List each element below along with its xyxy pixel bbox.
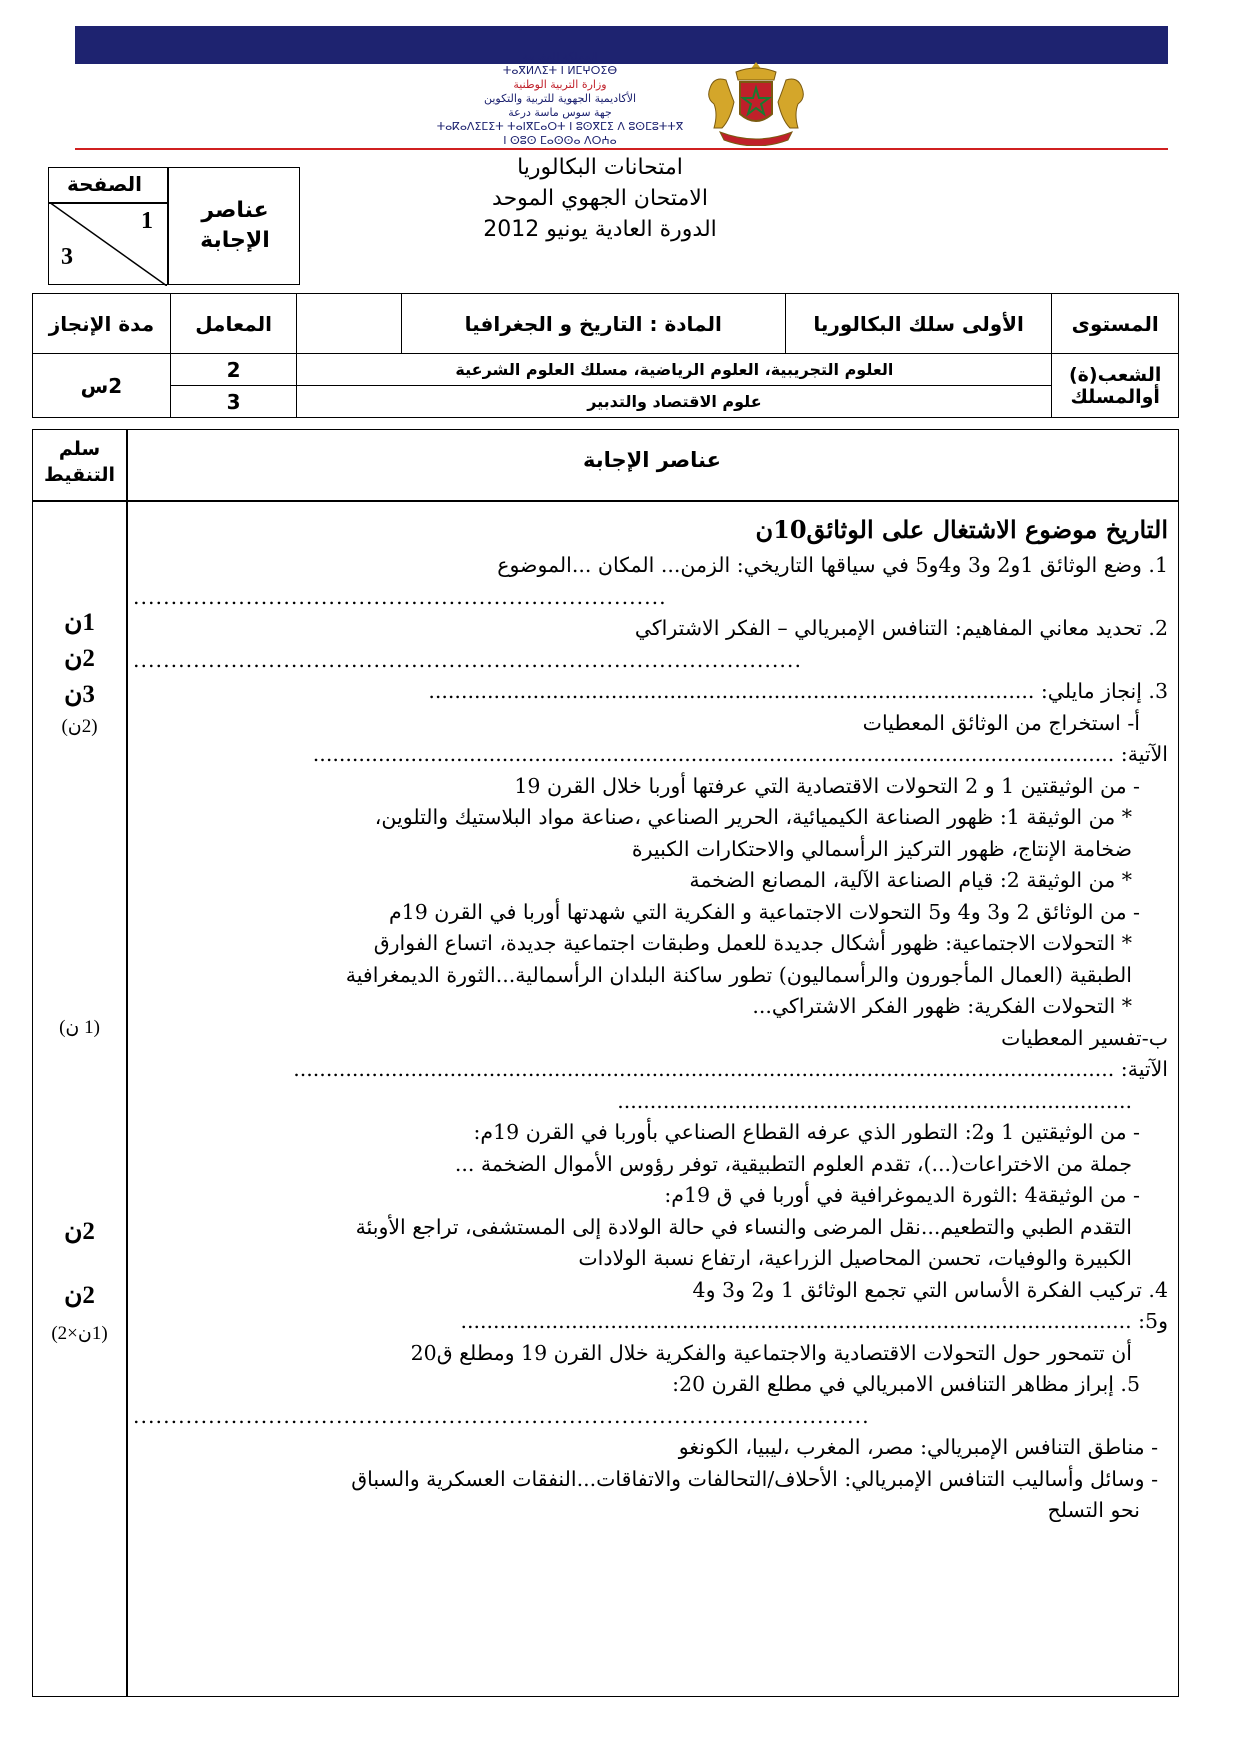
academy-name: الأكاديمية الجهوية للتربية والتكوين bbox=[483, 92, 637, 105]
section-heading: التاريخ موضوع الاشتغال على الوثائق10ن bbox=[755, 515, 1168, 544]
score-q4: 2ن bbox=[64, 1218, 95, 1245]
region-tifinagh-1: ⵜⴰⴽⴰⴷⵉⵎⵉⵜ ⵜⴰⵏⴳⵎⴰⵔⵜ ⵏ ⵓⵙⴳⵎⵉ ⴷ ⵓⵙⵎⵓⵜⵜⴳ bbox=[436, 120, 684, 133]
page-box bbox=[48, 167, 300, 285]
region-name: جهة سوس ماسة درعة bbox=[508, 106, 612, 119]
q3a-item: الطبقية (العمال المأجورون والرأسماليون) تطور ساكنة البلدان الرأسمالية...الثورة الديمغرافية bbox=[345, 962, 1132, 987]
answer-table bbox=[32, 429, 1179, 1697]
branch-2: علوم الاقتصاد والتدبير bbox=[297, 386, 1052, 418]
q3a-item: * من الوثيقة 2: قيام الصناعة الآلية، المصانع الضخمة bbox=[689, 868, 1132, 892]
exam-titles bbox=[420, 152, 780, 245]
exam-info-table bbox=[32, 293, 1179, 418]
q5: 5. إبراز مظاهر التنافس الامبريالي في مطلع القرن 20: bbox=[672, 1372, 1140, 1396]
q4: 4. تركيب الفكرة الأساس التي تجمع الوثائق 1 و2 و3 و4 bbox=[692, 1277, 1168, 1302]
score-q5: 2ن bbox=[64, 1282, 95, 1309]
score-q3: 3ن bbox=[64, 681, 95, 708]
score-q2: 2ن bbox=[64, 645, 95, 672]
score-q1: 1ن bbox=[64, 609, 95, 636]
branch-label: الشعب(ة) أوالمسلك bbox=[1052, 354, 1179, 418]
q3b-item: التقدم الطبي والتطعيم...نقل المرضى والنساء في حالة الولادة إلى المستشفى، تراجع الأوبئة bbox=[355, 1214, 1132, 1239]
level-value: الأولى سلك البكالوريا bbox=[785, 294, 1052, 354]
coefficient-1: 2 bbox=[170, 354, 297, 386]
coat-of-arms-icon bbox=[700, 58, 812, 146]
scale-header: سلم التنقيط bbox=[44, 438, 115, 486]
exam-session: الدورة العادية يونيو 2012 bbox=[483, 217, 717, 242]
duration-label: مدة الإنجاز bbox=[33, 294, 171, 354]
q3a-item: * التحولات الاجتماعية: ظهور أشكال جديدة للعمل وطبقات اجتماعية جديدة، اتساع الفوارق bbox=[373, 931, 1132, 955]
ministry-header bbox=[420, 50, 700, 148]
q4-answer: أن تتمحور حول التحولات الاقتصادية والاجتماعية والفكرية خلال القرن 19 ومطلع ق20 bbox=[410, 1340, 1132, 1365]
kingdom-name-tifinagh: ⵜⴰⴳⵍⴷⵉⵜ ⵏ ⵍⵎⵖⵔⵉⴱ bbox=[502, 64, 618, 77]
scale-q4-q5 bbox=[33, 1214, 126, 1348]
q3a-item: - من الوثائق 2 و3 و4 و5 التحولات الاجتماعية و الفكرية التي شهدتها أوربا في القرن 19م bbox=[388, 899, 1140, 924]
q3: 3. إنجاز مايلي: ............................................................................................. bbox=[428, 679, 1168, 703]
kingdom-name: المملكة المغربية bbox=[522, 50, 598, 63]
exam-title-1: امتحانات البكالوريا bbox=[517, 155, 683, 180]
q1: 1. وضع الوثائق 1و2 و3 و4و5 في سياقها التاريخي: الزمن... المكان ...الموضوع bbox=[497, 553, 1168, 577]
q3a-item: ضخامة الإنتاج، ظهور التركيز الرأسمالي والاحتكارات الكبيرة bbox=[631, 836, 1132, 861]
score-q5-detail: (1ن×2) bbox=[51, 1323, 108, 1344]
coefficient-2: 3 bbox=[170, 386, 297, 418]
header-divider bbox=[75, 148, 1168, 150]
q3b-item: - من الوثيقة4 :الثورة الديموغرافية في أوربا في ق 19م: bbox=[664, 1183, 1140, 1207]
answer-elements-label: عناصر الإجابة bbox=[200, 198, 270, 253]
coefficient-label: المعامل bbox=[170, 294, 297, 354]
exam-title-2: الامتحان الجهوي الموحد bbox=[492, 186, 708, 211]
q3a-item: - من الوثيقتين 1 و 2 التحولات الاقتصادية التي عرفتها أوربا خلال القرن 19 bbox=[514, 773, 1140, 798]
duration-value: 2س bbox=[33, 354, 171, 418]
ministry-name: وزارة التربية الوطنية bbox=[513, 78, 607, 91]
score-q3a: (2ن) bbox=[61, 716, 98, 737]
q3b-item: جملة من الاختراعات(...)، تقدم العلوم التطبيقية، توفر رؤوس الأموال الضخمة ... bbox=[454, 1151, 1132, 1176]
level-label: المستوى bbox=[1052, 294, 1179, 354]
region-tifinagh-2: ⵏ ⵙⵓⵙ ⵎⴰⵙⵙⴰ ⴷⵔⵄⴰ bbox=[503, 134, 617, 147]
page-label: الصفحة bbox=[67, 172, 143, 196]
q3b: ب-تفسير المعطيات bbox=[1001, 1025, 1168, 1050]
q3b-item: - من الوثيقتين 1 و2: التطور الذي عرفه القطاع الصناعي بأوربا في القرن 19م: bbox=[473, 1120, 1140, 1144]
q2: 2. تحديد معاني المفاهيم: التنافس الإمبريالي – الفكر الاشتراكي bbox=[634, 616, 1168, 640]
total-pages: 3 bbox=[61, 244, 73, 270]
q3a-item: * من الوثيقة 1: ظهور الصناعة الكيميائية، الحرير الصناعي ،صناعة مواد البلاستيك والتلوين، bbox=[374, 805, 1132, 829]
q5-item: - مناطق التنافس الإمبريالي: مصر، المغرب ،ليبيا، الكونغو bbox=[678, 1435, 1158, 1459]
q3a-item: * التحولات الفكرية: ظهور الفكر الاشتراكي... bbox=[752, 994, 1132, 1018]
q5-item: - وسائل وأساليب التنافس الإمبريالي: الأحلاف/التحالفات والاتفاقات...النفقات العسكرية والسباق bbox=[351, 1466, 1158, 1491]
q5-item: نحو التسلح bbox=[1047, 1498, 1140, 1522]
answers-header: عناصر الإجابة bbox=[583, 448, 721, 472]
scale-q1-q3 bbox=[33, 605, 126, 741]
scale-q3b: (1 ن) bbox=[59, 1017, 100, 1038]
subject: المادة : التاريخ و الجغرافيا bbox=[401, 294, 785, 354]
q3a: أ- استخراج من الوثائق المعطيات bbox=[862, 710, 1140, 735]
q3b-item: الكبيرة والوفيات، تحسن المحاصيل الزراعية، ارتفاع نسبة الولادات bbox=[578, 1246, 1132, 1270]
current-page: 1 bbox=[141, 208, 153, 234]
branch-1: العلوم التجريبية، العلوم الرياضية، مسلك العلوم الشرعية bbox=[297, 354, 1052, 386]
answers-content: التاريخ موضوع الاشتغال على الوثائق10ن 1. وضع الوثائق 1و2 و3 و4و5 في سياقها التاريخي: الزمن... المكان ...الموضوع ....................................................................... 2. تحديد معاني المفاهيم: التنافس الإمبريالي – الفكر الاشتراكي ......................................................................................... 3. إنجاز مايلي: ............................................................................................. أ- استخراج من الوثائق المعطيات الآتية: ........................................................................................................................... - من الوثيقتين 1 و 2 التحولات الاقتصادية التي عرفتها أوربا خلال القرن 19 * من الوثيقة 1: ظهور الصناعة الكيميائية، الحرير الصناعي ،صناعة مواد البلاستيك والتلوين، ضخامة الإنتاج، ظهور التركيز الرأسمالي والاحتكارات الكبيرة * من الوثيقة 2: قيام الصناعة الآلية، المصانع الضخمة - من الوثائق 2 و3 و4 و5 التحولات الاجتماعية و الفكرية التي شهدتها أوربا في القرن 19م * التحولات الاجتماعية: ظهور أشكال جديدة للعمل وطبقات اجتماعية جديدة، اتساع الفوارق الطبقية (العمال المأجورون والرأسماليون) تطور ساكنة البلدان الرأسمالية...الثورة الديمغرافية * التحولات الفكرية: ظهور الفكر الاشتراكي... ب-تفسير المعطيات الآتية: .............................................................................................................................. ............................................................................... - من الوثيقتين 1 و2: التطور الذي عرفه القطاع الصناعي بأوربا في القرن 19م: جملة من الاختراعات(...)، تقدم العلوم التطبيقية، توفر رؤوس الأموال الضخمة ... - من الوثيقة4 :الثورة الديموغرافية في أوربا في ق 19م: التقدم الطبي والتطعيم...نقل المرضى والنساء في حالة الولادة إلى المستشفى، تراجع الأوبئة الكبيرة والوفيات، تحسن المحاصيل الزراعية، ارتفاع نسبة الولادات 4. تركيب الفكرة الأساس التي تجمع الوثائق 1 و2 و3 و4 و5: ....................................................................................................... أن تتمحور حول التحولات الاقتصادية والاجتماعية والفكرية خلال القرن 19 ومطلع ق20 5. إبراز مظاهر التنافس الامبريالي في مطلع القرن 20: .................................................................................................. - مناطق التنافس الإمبريالي: مصر، المغرب ،ليبيا، الكونغو - وسائل وأساليب التنافس الإمبريالي: الأحلاف/التحالفات والاتفاقات...النفقات العسكرية والسباق نحو التسلح bbox=[133, 510, 1168, 1527]
